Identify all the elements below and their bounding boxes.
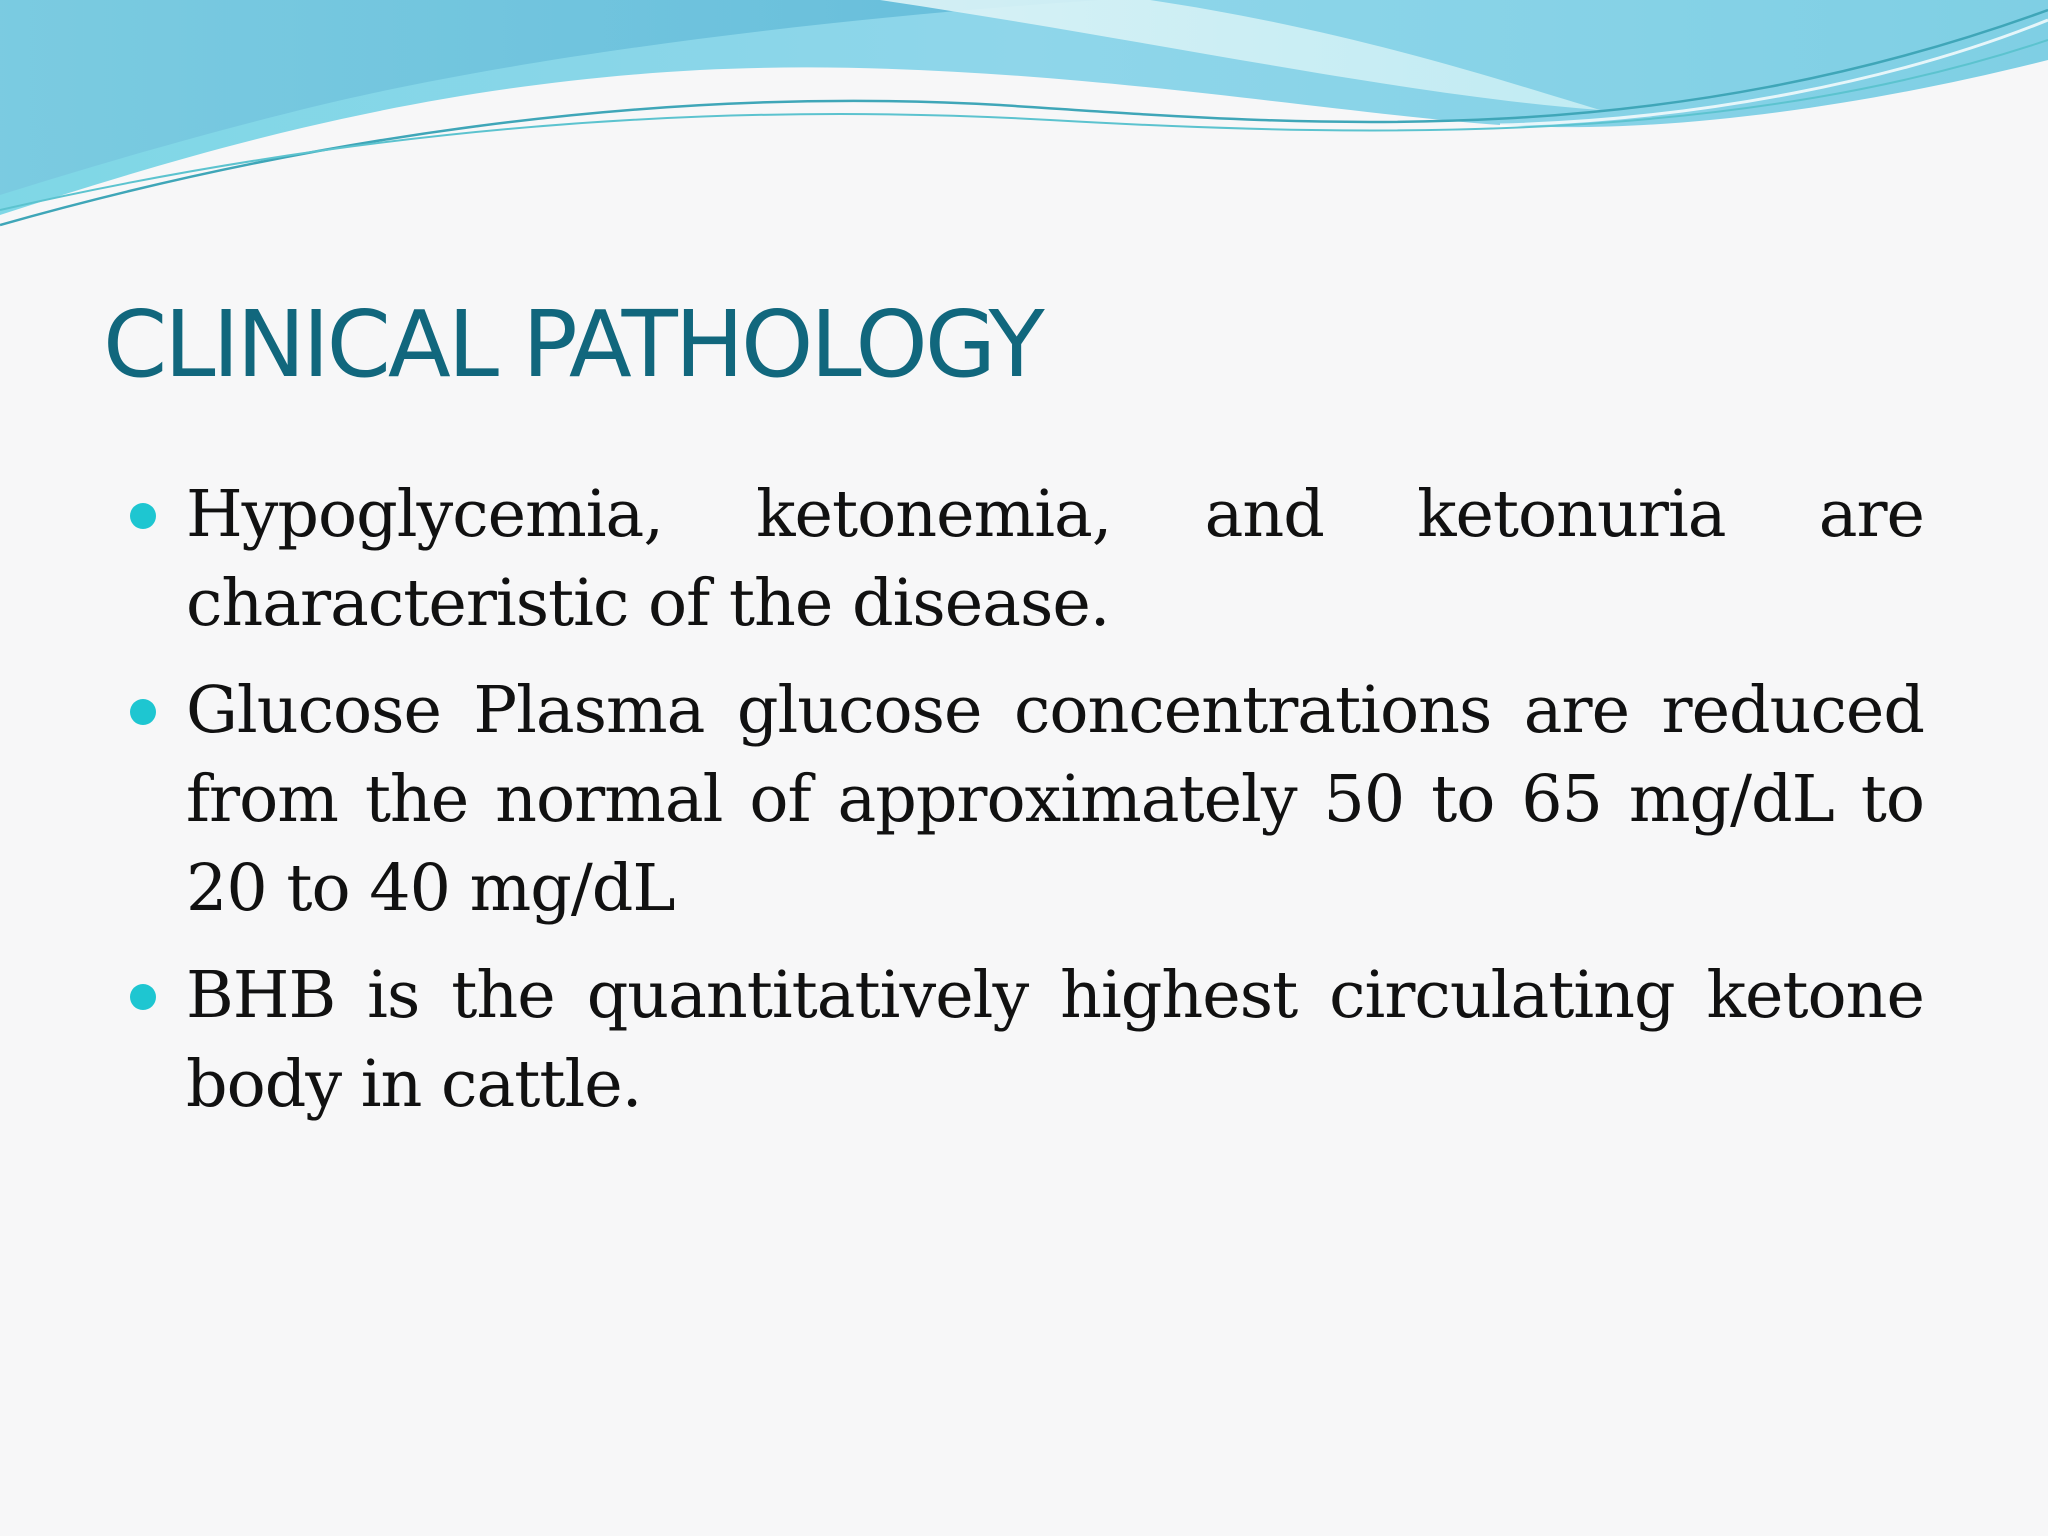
bullet-text: Hypoglycemia, ketonemia, and ketonuria are characteristic of the disease. (186, 477, 1924, 641)
bullet-dot-icon (130, 984, 156, 1010)
bullet-text: BHB is the quantitatively highest circulating ketone body in cattle. (186, 958, 1924, 1122)
bullet-item (186, 470, 1924, 648)
bullet-dot-icon (130, 503, 156, 529)
bullet-dot-icon (130, 699, 156, 725)
bullet-item (186, 666, 1924, 933)
bullet-item (186, 951, 1924, 1129)
slide-title: CLINICAL PATHOLOGY (103, 291, 1042, 398)
bullet-list (186, 470, 1924, 1147)
bullet-text: Glucose Plasma glucose concentrations are reduced from the normal of approximately 50 to 65 mg/dL to 20 to 40 mg/dL (186, 673, 1924, 926)
wave-header-decoration (0, 0, 2048, 240)
